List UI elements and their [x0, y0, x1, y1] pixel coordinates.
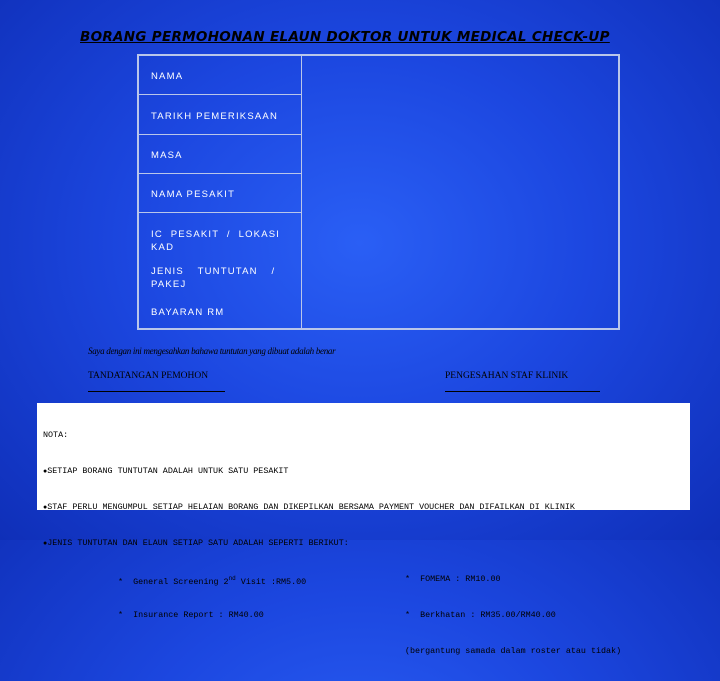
form-title: BORANG PERMOHONAN ELAUN DOKTOR UNTUK MEDICAL CHECK-UP — [80, 29, 610, 45]
row-divider — [139, 94, 301, 95]
rate-general-screening: * General Screening 2nd Visit :RM5.00 — [118, 575, 307, 587]
rate-fomema: * FOMEMA : RM10.00 — [405, 574, 501, 584]
bullet-icon: ● — [43, 504, 48, 512]
form-table — [137, 54, 620, 330]
roster-note: (bergantung samada dalam roster atau tidak) — [405, 646, 622, 656]
column-divider — [301, 56, 302, 328]
rate-berkhatan: * Berkhatan : RM35.00/RM40.00 — [405, 610, 556, 620]
bullet-icon: ● — [43, 468, 48, 476]
applicant-signature-line — [88, 391, 225, 392]
field-label-bayaran: BAYARAN RM — [151, 307, 225, 318]
applicant-signature-label: TANDATANGAN PEMOHON — [88, 371, 209, 381]
note-text: SETIAP BORANG TUNTUTAN ADALAH UNTUK SATU PESAKIT — [47, 466, 289, 476]
field-label-tarikh: TARIKH PEMERIKSAAN — [151, 111, 278, 122]
rates-row — [43, 645, 684, 657]
notes-heading: NOTA: — [43, 430, 69, 440]
declaration-text: Saya dengan ini mengesahkan bahawa tuntutan yang dibuat adalah benar — [88, 346, 336, 356]
row-divider — [139, 212, 301, 213]
clinic-signature-line — [445, 391, 600, 392]
rates-row — [43, 609, 684, 621]
note-item — [43, 501, 684, 513]
rate-insurance-report: * Insurance Report : RM40.00 — [118, 610, 264, 620]
field-label-nama: NAMA — [151, 71, 184, 82]
field-label-ic-pesakit: IC PESAKIT / LOKASI KAD — [151, 229, 281, 253]
note-item — [43, 537, 684, 549]
row-divider — [139, 134, 301, 135]
notes-box — [37, 403, 690, 656]
field-label-nama-pesakit: NAMA PESAKIT — [151, 189, 236, 200]
row-divider — [139, 173, 301, 174]
note-text: JENIS TUNTUTAN DAN ELAUN SETIAP SATU ADALAH SEPERTI BERIKUT: — [47, 538, 349, 548]
clinic-signature-label: PENGESAHAN STAF KLINIK — [445, 371, 569, 381]
field-label-jenis-tuntutan: JENIS TUNTUTAN / PAKEJ — [151, 266, 276, 290]
note-item — [43, 465, 684, 477]
rates-row — [43, 573, 684, 585]
note-text: STAF PERLU MENGUMPUL SETIAP HELAIAN BORANG DAN DIKEPILKAN BERSAMA PAYMENT VOUCHER DAN DIFAILKAN DI KLINIK — [47, 502, 575, 512]
field-label-masa: MASA — [151, 150, 183, 161]
bullet-icon: ● — [43, 540, 48, 548]
